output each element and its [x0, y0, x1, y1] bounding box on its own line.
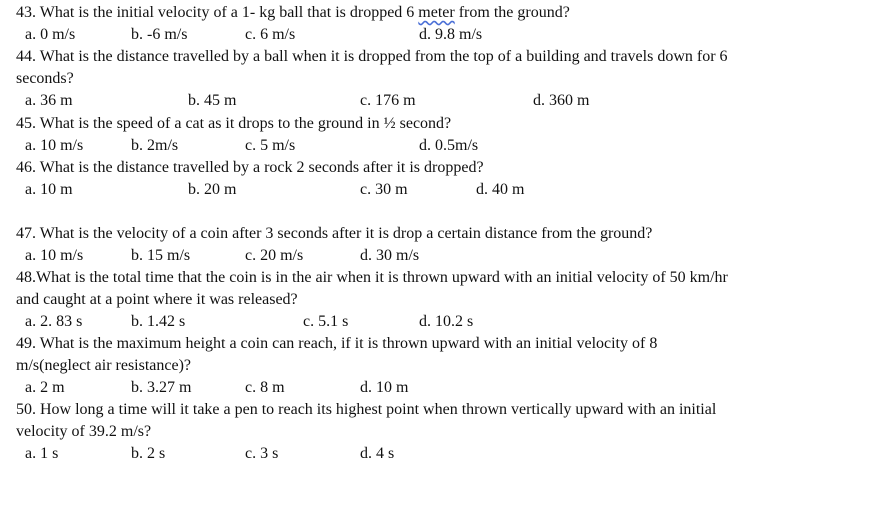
option-d: d. 10.2 s	[419, 313, 474, 330]
option-d: d. 360 m	[533, 92, 590, 109]
option-c: c. 20 m/s	[245, 247, 304, 264]
option-d: d. 40 m	[476, 181, 525, 198]
option-c: c. 30 m	[360, 181, 408, 198]
options-45	[0, 135, 895, 157]
spellcheck-word: meter	[418, 4, 455, 21]
option-b: b. 20 m	[188, 181, 237, 198]
option-c: c. 8 m	[245, 379, 285, 396]
options-43	[0, 24, 895, 46]
question-43-text: 43. What is the initial velocity of a 1- kg ball that is dropped 6	[16, 4, 419, 21]
question-50-line1: 50. How long a time will it take a pen to reach its highest point when thrown vertically upward with an initial	[16, 401, 717, 418]
option-d: d. 30 m/s	[360, 247, 420, 264]
option-b: b. 2 s	[131, 445, 166, 462]
option-b: b. 1.42 s	[131, 313, 186, 330]
option-c: c. 5.1 s	[303, 313, 349, 330]
options-46	[0, 179, 895, 201]
option-b: b. 15 m/s	[131, 247, 191, 264]
question-44-line2: seconds?	[16, 70, 74, 87]
option-c: c. 3 s	[245, 445, 279, 462]
options-49	[0, 377, 895, 399]
question-46: 46. What is the distance travelled by a rock 2 seconds after it is dropped?	[16, 159, 484, 176]
question-45: 45. What is the speed of a cat as it drops to the ground in ½ second?	[16, 115, 452, 132]
options-48	[0, 311, 895, 333]
option-b: b. -6 m/s	[131, 26, 188, 43]
question-44-line1: 44. What is the distance travelled by a ball when it is dropped from the top of a building and travels down for 6	[16, 48, 728, 65]
option-d: d. 9.8 m/s	[419, 26, 483, 43]
option-b: b. 3.27 m	[131, 379, 192, 396]
option-d: d. 10 m	[360, 379, 409, 396]
option-b: b. 45 m	[188, 92, 237, 109]
question-50-line2: velocity of 39.2 m/s?	[16, 423, 152, 440]
option-a: a. 10 m/s	[25, 137, 84, 154]
option-a: a. 0 m/s	[25, 26, 76, 43]
options-47	[0, 245, 895, 267]
option-a: a. 10 m/s	[25, 247, 84, 264]
option-a: a. 10 m	[25, 181, 73, 198]
option-a: a. 1 s	[25, 445, 59, 462]
question-48-line2: and caught at a point where it was released?	[16, 291, 298, 308]
question-43-text-end: from the ground?	[454, 4, 570, 21]
option-a: a. 2 m	[25, 379, 65, 396]
option-a: a. 2. 83 s	[25, 313, 83, 330]
option-b: b. 2m/s	[131, 137, 179, 154]
option-c: c. 176 m	[360, 92, 416, 109]
options-44	[0, 90, 895, 112]
question-49-line1: 49. What is the maximum height a coin can reach, if it is thrown upward with an initial velocity of 8	[16, 335, 658, 352]
option-d: d. 0.5m/s	[419, 137, 479, 154]
question-43	[16, 2, 570, 24]
option-c: c. 6 m/s	[245, 26, 296, 43]
question-49-line2: m/s(neglect air resistance)?	[16, 357, 192, 374]
question-47: 47. What is the velocity of a coin after 3 seconds after it is drop a certain distance from the ground?	[16, 225, 653, 242]
option-d: d. 4 s	[360, 445, 395, 462]
options-50	[0, 443, 895, 465]
option-a: a. 36 m	[25, 92, 73, 109]
option-c: c. 5 m/s	[245, 137, 296, 154]
question-48-line1: 48.What is the total time that the coin is in the air when it is thrown upward with an initial velocity of 50 km/hr	[16, 269, 728, 286]
